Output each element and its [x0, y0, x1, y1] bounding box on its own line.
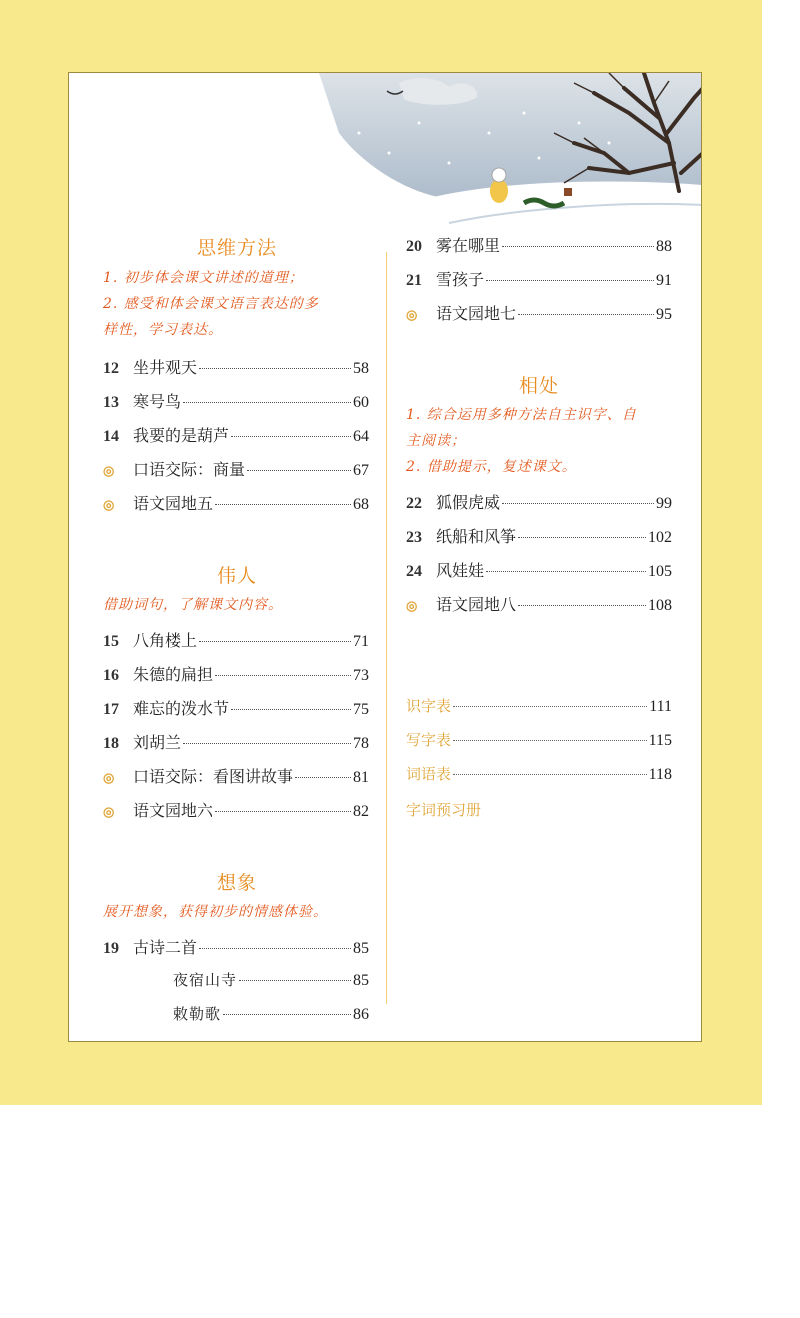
unit-goal	[103, 265, 378, 343]
lesson-number: 17	[103, 701, 119, 718]
lesson-number: 23	[406, 529, 422, 546]
toc-row[interactable]	[103, 457, 369, 481]
toc-row[interactable]	[103, 696, 369, 720]
toc-row[interactable]	[406, 490, 672, 514]
leader-dots	[518, 537, 646, 538]
goal-line: 1. 初步体会课文讲述的道理；	[103, 270, 304, 286]
unit-goal	[406, 402, 681, 480]
leader-dots	[453, 706, 647, 707]
lesson-title: 语文园地六	[133, 801, 214, 820]
toc-row[interactable]	[103, 969, 369, 993]
leader-dots	[486, 280, 654, 281]
page-number: 118	[648, 766, 672, 783]
lesson-title: 风娃娃	[436, 561, 485, 580]
goal-line: 展开想象，获得初步的情感体验。	[103, 904, 328, 920]
lesson-title: 坐井观天	[133, 358, 198, 377]
unit-goal	[103, 899, 378, 925]
page-number: 67	[353, 462, 369, 479]
lesson-title: 敕勒歌	[173, 1005, 222, 1023]
lesson-number: 15	[103, 633, 119, 650]
leader-dots	[518, 605, 646, 606]
section-mark-icon: ◎	[103, 463, 115, 478]
lesson-title: 雪孩子	[436, 270, 485, 289]
goal-line: 1. 综合运用多种方法自主识字、自	[406, 407, 637, 423]
page-number: 91	[656, 272, 672, 289]
page-number: 71	[353, 633, 369, 650]
toc-row[interactable]	[103, 355, 369, 379]
leader-dots	[223, 1014, 351, 1015]
toc-row[interactable]	[103, 423, 369, 447]
page-number: 102	[648, 529, 672, 546]
leader-dots	[231, 709, 351, 710]
lesson-title: 口语交际：商量	[133, 460, 246, 479]
toc-row[interactable]	[103, 628, 369, 652]
goal-line: 2. 感受和体会课文语言表达的多	[103, 296, 319, 312]
lesson-title: 口语交际：看图讲故事	[133, 767, 294, 786]
toc-row[interactable]	[406, 592, 672, 616]
page-number: 88	[656, 238, 672, 255]
toc-row[interactable]	[103, 1003, 369, 1027]
section-mark-icon: ◎	[103, 497, 115, 512]
toc-row[interactable]	[103, 491, 369, 515]
leader-dots	[231, 436, 351, 437]
toc-row[interactable]	[406, 267, 672, 291]
lesson-title: 朱德的扁担	[133, 665, 214, 684]
page-number: 73	[353, 667, 369, 684]
page-number: 85	[353, 972, 369, 989]
page-number: 85	[353, 940, 369, 957]
leader-dots	[215, 675, 351, 676]
appendix-row[interactable]	[406, 729, 672, 753]
page-number: 86	[353, 1006, 369, 1023]
page-number: 115	[648, 732, 672, 749]
lesson-number: 22	[406, 495, 422, 512]
contents-panel	[68, 72, 702, 1042]
lesson-number: 12	[103, 360, 119, 377]
page-number: 68	[353, 496, 369, 513]
unit-goal	[103, 592, 378, 618]
unit-title: 相处	[518, 375, 559, 397]
page-number: 60	[353, 394, 369, 411]
page-number: 78	[353, 735, 369, 752]
toc-row[interactable]	[103, 764, 369, 788]
page-number: 105	[648, 563, 672, 580]
unit-title: 思维方法	[196, 237, 277, 259]
lesson-title: 我要的是葫芦	[133, 426, 230, 445]
unit-title: 伟人	[216, 565, 257, 587]
leader-dots	[215, 811, 351, 812]
toc-row[interactable]	[103, 798, 369, 822]
page-number: 82	[353, 803, 369, 820]
appendix-title: 词语表	[406, 765, 452, 783]
lesson-number: 24	[406, 563, 422, 580]
lesson-title: 难忘的泼水节	[133, 699, 230, 718]
lesson-title: 雾在哪里	[436, 236, 501, 255]
lesson-number: 14	[103, 428, 119, 445]
leader-dots	[453, 740, 647, 741]
page-number: 95	[656, 306, 672, 323]
leader-dots	[295, 777, 351, 778]
goal-line: 2. 借助提示，复述课文。	[406, 459, 577, 475]
lesson-title: 夜宿山寺	[173, 971, 238, 989]
lesson-title: 狐假虎威	[436, 493, 501, 512]
lesson-number: 13	[103, 394, 119, 411]
lesson-title: 语文园地七	[436, 304, 517, 323]
lesson-title: 语文园地五	[133, 494, 214, 513]
unit-title: 想象	[216, 872, 257, 894]
section-mark-icon: ◎	[406, 598, 418, 613]
lesson-number: 20	[406, 238, 422, 255]
lesson-title: 纸船和风筝	[436, 527, 517, 546]
page-number: 64	[353, 428, 369, 445]
section-mark-icon: ◎	[406, 307, 418, 322]
toc-row[interactable]	[406, 233, 672, 257]
lesson-number: 18	[103, 735, 119, 752]
lesson-number: 21	[406, 272, 422, 289]
toc-row[interactable]	[406, 301, 672, 325]
leader-dots	[199, 368, 351, 369]
page-number: 81	[353, 769, 369, 786]
page-number: 111	[649, 698, 672, 715]
toc-row[interactable]	[103, 935, 369, 959]
toc-row[interactable]	[103, 389, 369, 413]
leader-dots	[199, 641, 351, 642]
page-number: 108	[648, 597, 672, 614]
leader-dots	[486, 571, 646, 572]
section-mark-icon: ◎	[103, 770, 115, 785]
leader-dots	[518, 314, 654, 315]
leader-dots	[502, 503, 654, 504]
lesson-title: 刘胡兰	[133, 733, 182, 752]
page-number: 75	[353, 701, 369, 718]
section-mark-icon: ◎	[103, 804, 115, 819]
lesson-number: 19	[103, 940, 119, 957]
lesson-number: 16	[103, 667, 119, 684]
appendix-row[interactable]	[406, 763, 672, 787]
toc-row[interactable]	[406, 558, 672, 582]
lesson-title: 古诗二首	[133, 938, 198, 957]
goal-line: 借助词句，了解课文内容。	[103, 597, 283, 613]
leader-dots	[183, 402, 351, 403]
toc-row[interactable]	[103, 662, 369, 686]
page-number: 58	[353, 360, 369, 377]
appendix-row[interactable]	[406, 695, 672, 719]
goal-line: 样性，学习表达。	[103, 322, 223, 338]
lesson-title: 寒号鸟	[133, 392, 182, 411]
lesson-title: 语文园地八	[436, 595, 517, 614]
leader-dots	[453, 774, 647, 775]
goal-line: 主阅读；	[406, 433, 466, 449]
column-divider	[386, 252, 387, 1004]
leader-dots	[247, 470, 351, 471]
leader-dots	[183, 743, 351, 744]
page-number: 99	[656, 495, 672, 512]
appendix-title: 写字表	[406, 731, 452, 749]
leader-dots	[502, 246, 654, 247]
leader-dots	[215, 504, 351, 505]
appendix-title: 识字表	[406, 697, 452, 715]
lesson-title: 八角楼上	[133, 631, 198, 650]
toc-row[interactable]	[406, 524, 672, 548]
leader-dots	[239, 980, 351, 981]
winter-illustration	[69, 73, 702, 233]
booklet-link[interactable]: 字词预习册	[406, 801, 482, 819]
toc-row[interactable]	[103, 730, 369, 754]
leader-dots	[199, 948, 351, 949]
